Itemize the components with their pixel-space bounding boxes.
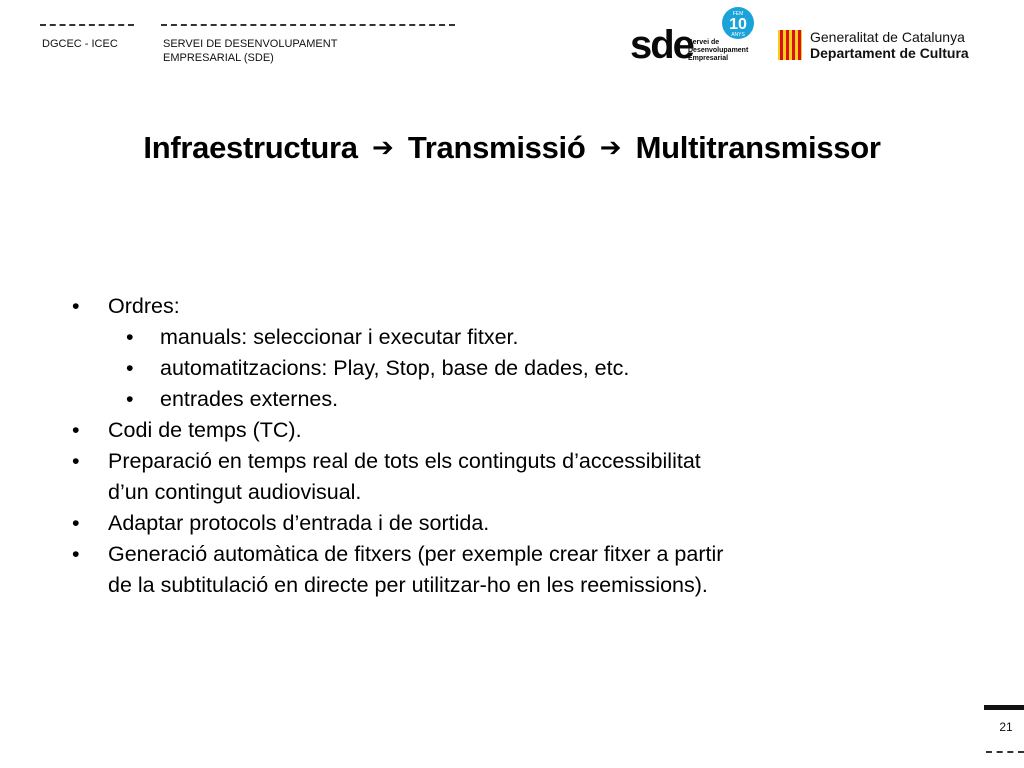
header-rule-center [161, 24, 455, 26]
title-multitransmissor: Multitransmissor [635, 130, 881, 165]
sde-wordmark: sde [630, 23, 693, 66]
right-arrow-icon: ➔ [372, 133, 394, 163]
header-label-sde-line2: EMPRESARIAL (SDE) [163, 52, 274, 64]
generalitat-logo [778, 26, 988, 66]
department-name: Departament de Cultura [810, 45, 969, 61]
bullet-item: • Generació automàtica de fitxers (per exemple crear fitxer a partir de la subtitulació en directe per utilitzar-ho en les reemissions). [72, 539, 972, 601]
sde-badge-line1: FEM [732, 11, 744, 17]
bullet-list [72, 291, 972, 601]
sde-caption-line1: Servei de [688, 39, 720, 46]
header-rule-left [40, 24, 134, 26]
sde-caption-line3: Empresarial [688, 55, 729, 62]
sde-badge-line2: 10 [729, 16, 747, 33]
footer-rule [986, 751, 1024, 753]
page-number: 21 [999, 720, 1013, 734]
title-infraestructura: Infraestructura [143, 130, 358, 165]
footer-bar [984, 705, 1024, 710]
generalitat-name: Generalitat de Catalunya [810, 29, 965, 45]
sde-badge-line3: ANYS [731, 32, 745, 38]
sde-caption-line2: Desenvolupament [688, 47, 749, 54]
bullet-item: • Codi de temps (TC). [72, 415, 972, 446]
sub-bullet-item: • automatitzacions: Play, Stop, base de dades, etc. [72, 353, 972, 384]
bullet-item: • Ordres: [72, 291, 972, 322]
title-transmissio: Transmissió [407, 130, 586, 165]
bullet-item: • Preparació en temps real de tots els continguts d’accessibilitat d’un contingut audiovisual. [72, 446, 972, 508]
sub-bullet-item: • manuals: seleccionar i executar fitxer. [72, 322, 972, 353]
header-label-sde-line1: SERVEI DE DESENVOLUPAMENT [163, 38, 338, 50]
sde-logo [628, 6, 758, 66]
right-arrow-icon: ➔ [599, 133, 622, 163]
header-label-dgcec: DGCEC - ICEC [42, 38, 118, 50]
slide-title [0, 130, 1024, 166]
bullet-item: • Adaptar protocols d’entrada i de sortida. [72, 508, 972, 539]
sub-bullet-item: • entrades externes. [72, 384, 972, 415]
